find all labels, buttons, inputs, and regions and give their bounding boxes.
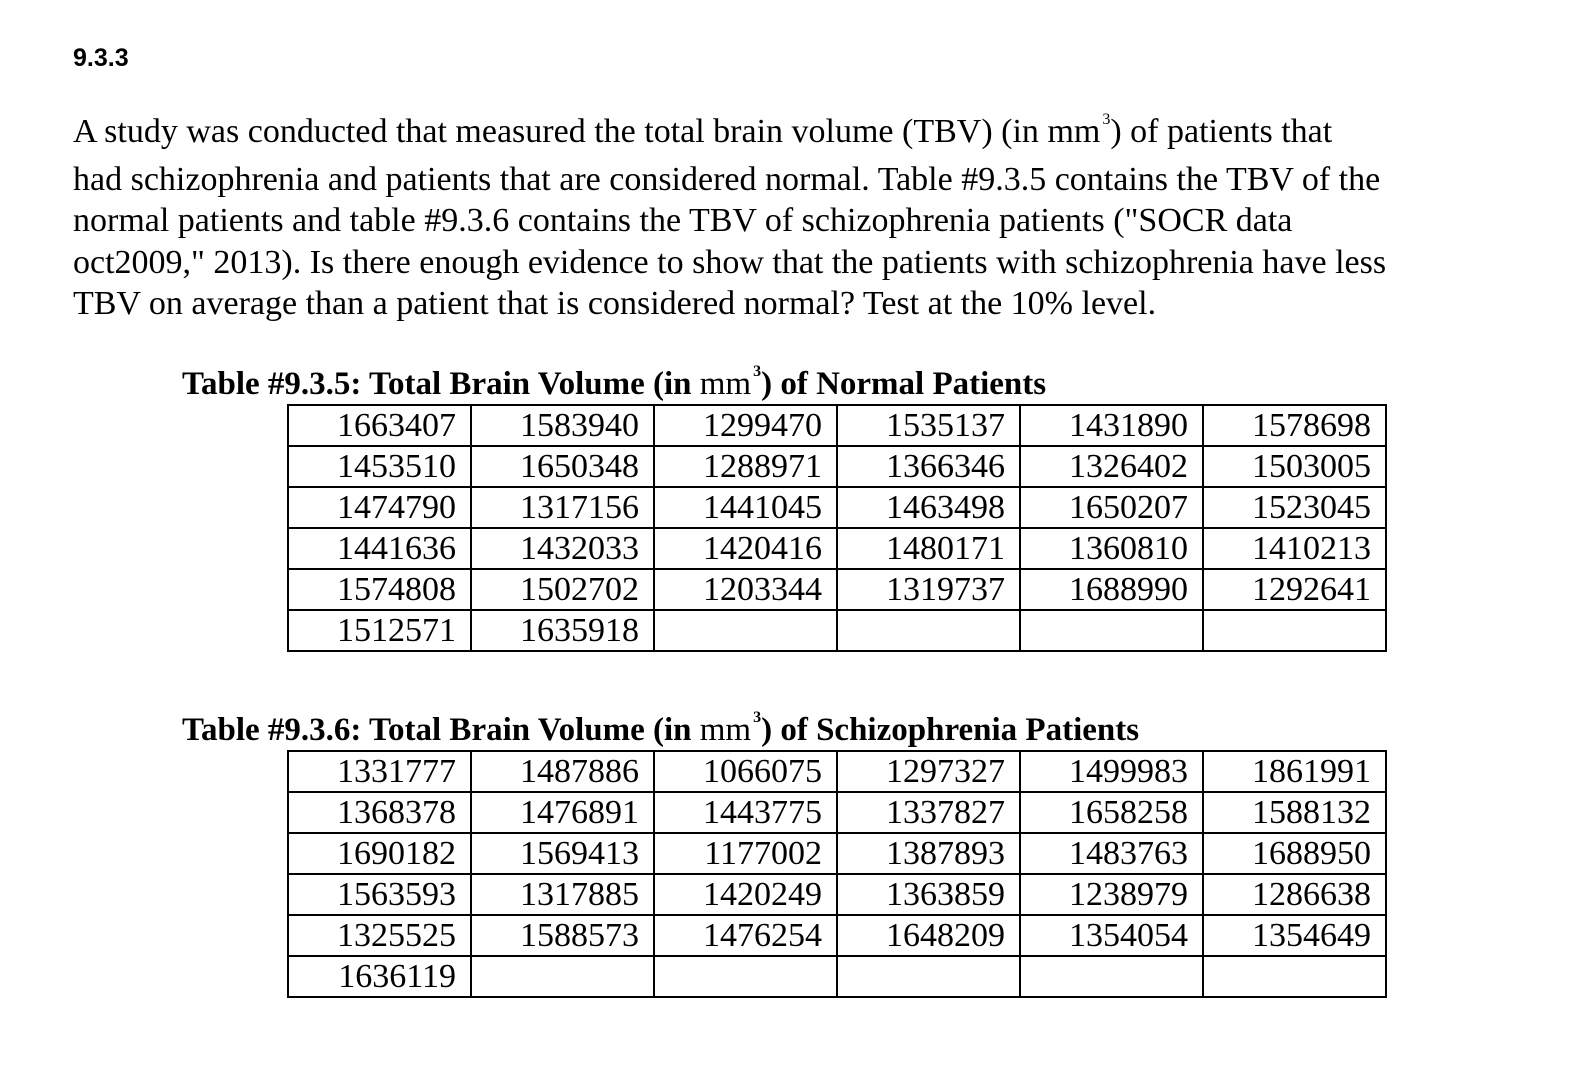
table-row — [288, 833, 1386, 874]
table-cell: 1635918 — [471, 610, 654, 651]
table-cell: 1583940 — [471, 405, 654, 446]
problem-line-1 — [73, 111, 1513, 159]
table-row — [288, 610, 1386, 651]
problem-line-1-start: A study was conducted that measured the total brain volume (TBV) (in — [73, 113, 1048, 150]
table-row — [288, 487, 1386, 528]
table-cell: 1588132 — [1203, 792, 1386, 833]
table-cell: 1476891 — [471, 792, 654, 833]
table-cell: 1636119 — [288, 956, 471, 997]
table-cell: 1354054 — [1020, 915, 1203, 956]
table-cell: 1325525 — [288, 915, 471, 956]
table-cell: 1658258 — [1020, 792, 1203, 833]
table-cell: 1648209 — [837, 915, 1020, 956]
problem-line-3: normal patients and table #9.3.6 contains the TBV of schizophrenia patients ("SOCR data — [73, 202, 1293, 239]
table-row — [288, 915, 1386, 956]
table-title-start: Table #9.3.6: Total Brain Volume (in — [182, 712, 700, 748]
table-cell: 1354649 — [1203, 915, 1386, 956]
table-title-end: ) of Schizophrenia Patients — [761, 712, 1140, 748]
table-cell: 1574808 — [288, 569, 471, 610]
table-cell: 1688990 — [1020, 569, 1203, 610]
table-cell: 1688950 — [1203, 833, 1386, 874]
table-cell: 1317156 — [471, 487, 654, 528]
table-cell: 1650348 — [471, 446, 654, 487]
table-cell: 1331777 — [288, 751, 471, 792]
table-cell: 1420416 — [654, 528, 837, 569]
unit-exponent: 3 — [753, 363, 762, 380]
table-cell: 1474790 — [288, 487, 471, 528]
table-cell: 1861991 — [1203, 751, 1386, 792]
table-title-start: Table #9.3.5: Total Brain Volume (in — [182, 366, 700, 402]
table-cell: 1286638 — [1203, 874, 1386, 915]
table-cell: 1292641 — [1203, 569, 1386, 610]
table-cell: 1066075 — [654, 751, 837, 792]
table-row — [288, 405, 1386, 446]
problem-statement — [73, 111, 1513, 325]
section-number: 9.3.3 — [73, 44, 129, 72]
table-cell: 1337827 — [837, 792, 1020, 833]
table-cell: 1410213 — [1203, 528, 1386, 569]
table-cell — [1203, 610, 1386, 651]
unit-exponent: 3 — [753, 709, 762, 726]
table-row — [288, 874, 1386, 915]
table-cell: 1499983 — [1020, 751, 1203, 792]
table-cell: 1502702 — [471, 569, 654, 610]
table-cell: 1432033 — [471, 528, 654, 569]
table-title-schizophrenia — [182, 711, 1139, 755]
table-cell: 1663407 — [288, 405, 471, 446]
table-cell: 1563593 — [288, 874, 471, 915]
table-cell — [1020, 956, 1203, 997]
problem-line-5: TBV on average than a patient that is considered normal? Test at the 10% level. — [73, 285, 1157, 322]
unit-exponent: 3 — [1102, 111, 1111, 128]
table-cell: 1203344 — [654, 569, 837, 610]
table-cell: 1463498 — [837, 487, 1020, 528]
table-row — [288, 569, 1386, 610]
table-row — [288, 446, 1386, 487]
table-cell: 1441636 — [288, 528, 471, 569]
table-row — [288, 528, 1386, 569]
table-cell: 1299470 — [654, 405, 837, 446]
table-cell — [1020, 610, 1203, 651]
problem-line-2: had schizophrenia and patients that are considered normal. Table #9.3.5 contains the TBV of the — [73, 160, 1381, 198]
table-cell — [837, 610, 1020, 651]
table-cell — [471, 956, 654, 997]
table-title-normal — [182, 365, 1046, 409]
unit-mm: mm — [1047, 113, 1101, 150]
table-cell: 1360810 — [1020, 528, 1203, 569]
unit-mm: mm — [699, 712, 752, 748]
table-row — [288, 751, 1386, 792]
table-cell: 1480171 — [837, 528, 1020, 569]
table-cell: 1326402 — [1020, 446, 1203, 487]
table-cell: 1535137 — [837, 405, 1020, 446]
table-cell: 1317885 — [471, 874, 654, 915]
table-cell: 1366346 — [837, 446, 1020, 487]
table-cell: 1387893 — [837, 833, 1020, 874]
table-cell: 1588573 — [471, 915, 654, 956]
table-cell — [654, 610, 837, 651]
table-cell: 1368378 — [288, 792, 471, 833]
table-cell: 1420249 — [654, 874, 837, 915]
problem-line-1-end: ) of patients that — [1110, 113, 1333, 150]
table-cell: 1483763 — [1020, 833, 1203, 874]
table-body — [288, 751, 1386, 997]
table-cell: 1297327 — [837, 751, 1020, 792]
table-row — [288, 792, 1386, 833]
unit-mm: mm — [699, 366, 752, 402]
table-cell: 1431890 — [1020, 405, 1203, 446]
table-cell: 1443775 — [654, 792, 837, 833]
table-cell — [1203, 956, 1386, 997]
table-body — [288, 405, 1386, 651]
table-cell: 1578698 — [1203, 405, 1386, 446]
table-cell: 1512571 — [288, 610, 471, 651]
table-cell: 1238979 — [1020, 874, 1203, 915]
table-cell: 1650207 — [1020, 487, 1203, 528]
table-cell: 1288971 — [654, 446, 837, 487]
table-title-end: ) of Normal Patients — [761, 366, 1047, 402]
table-schizophrenia-patients — [287, 750, 1387, 998]
table-cell: 1441045 — [654, 487, 837, 528]
table-cell — [837, 956, 1020, 997]
table-cell: 1569413 — [471, 833, 654, 874]
table-cell: 1363859 — [837, 874, 1020, 915]
table-cell: 1319737 — [837, 569, 1020, 610]
table-cell: 1476254 — [654, 915, 837, 956]
table-cell: 1523045 — [1203, 487, 1386, 528]
table-cell: 1487886 — [471, 751, 654, 792]
table-row — [288, 956, 1386, 997]
problem-line-4: oct2009," 2013). Is there enough evidence to show that the patients with schizophrenia have less — [73, 243, 1387, 281]
table-cell: 1453510 — [288, 446, 471, 487]
table-cell: 1177002 — [654, 833, 837, 874]
table-normal-patients — [287, 404, 1387, 652]
table-cell: 1690182 — [288, 833, 471, 874]
table-cell: 1503005 — [1203, 446, 1386, 487]
table-cell — [654, 956, 837, 997]
